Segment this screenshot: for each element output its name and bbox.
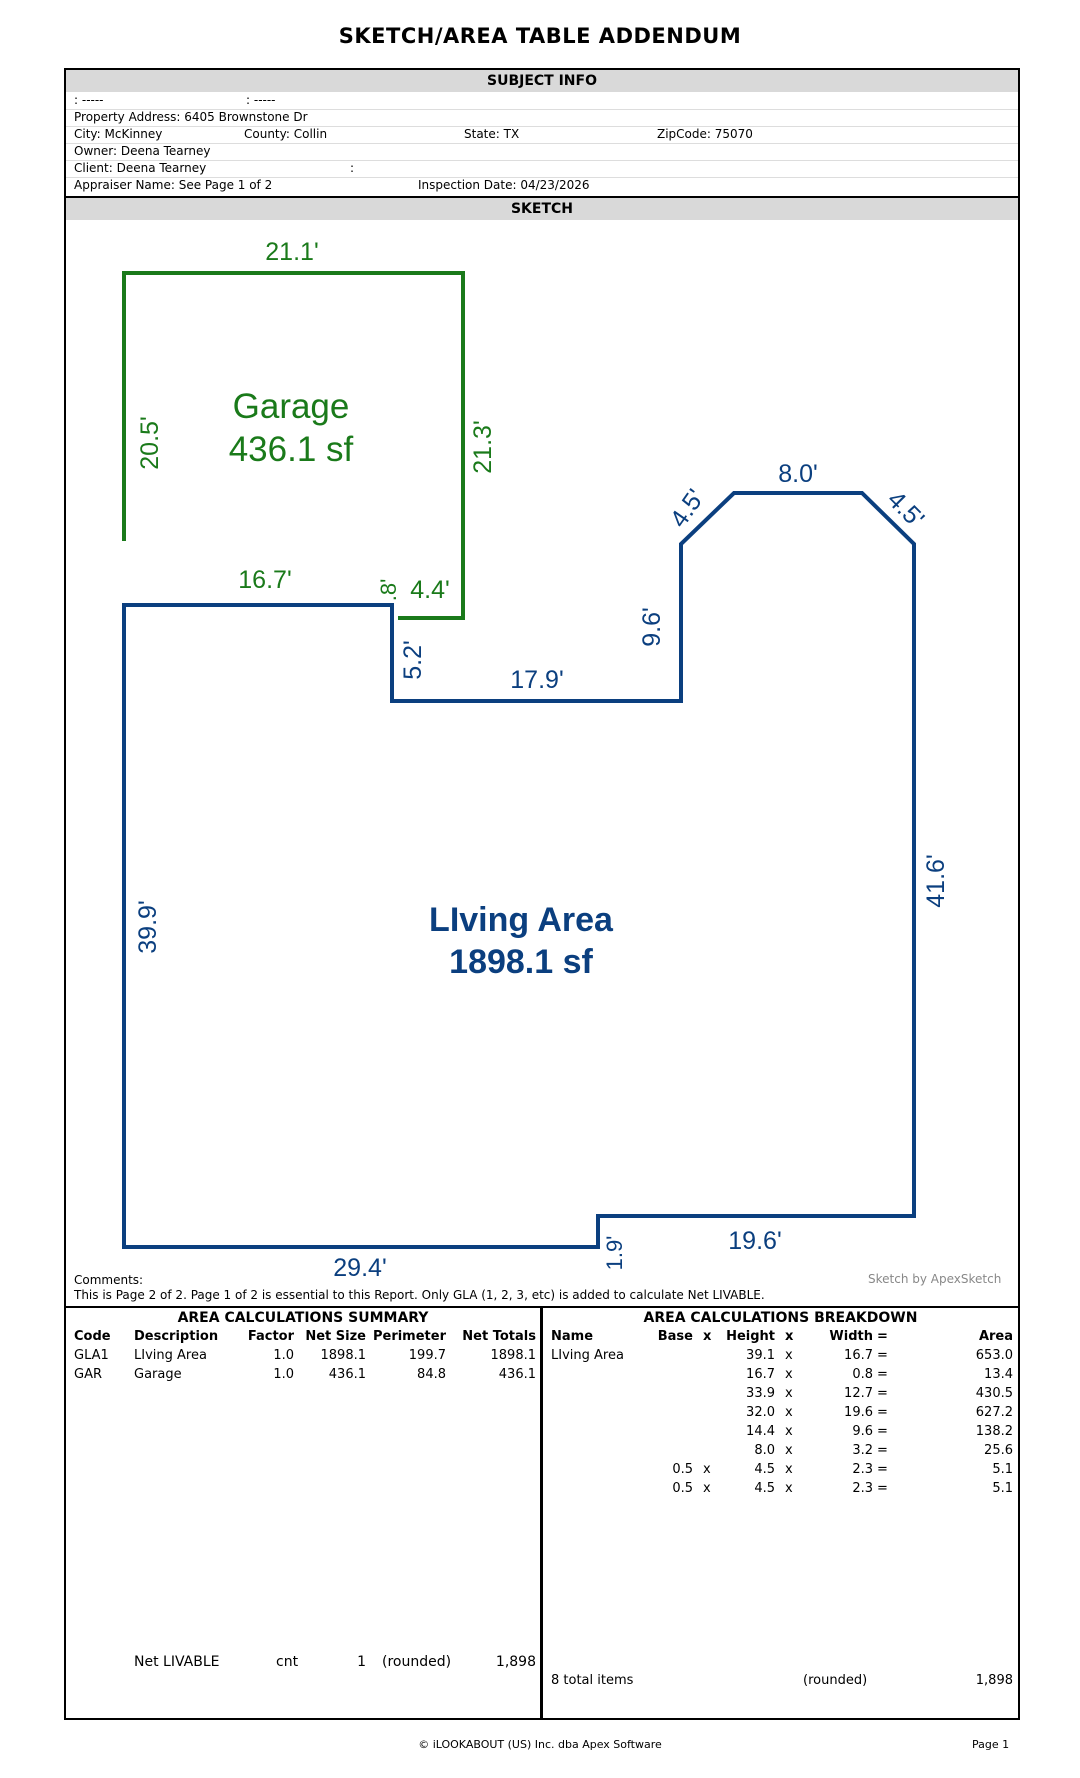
dim-living-9-6: 9.6' [638, 607, 666, 647]
breakdown-width: 2.3 [852, 1481, 873, 1496]
field-blank-1: : ----- [74, 93, 104, 107]
breakdown-total-items: 8 total items [551, 1673, 634, 1688]
summary-header-perimeter: Perimeter [372, 1329, 446, 1344]
breakdown-area: 138.2 [975, 1424, 1013, 1439]
addendum-frame [64, 68, 1020, 1720]
breakdown-area: 653.0 [975, 1348, 1013, 1363]
breakdown-header-base: Base [657, 1329, 693, 1344]
dim-living-41-6: 41.6' [922, 854, 950, 908]
breakdown-area: 25.6 [984, 1443, 1013, 1458]
living-area-outline [124, 493, 914, 1247]
breakdown-header-x: x [785, 1329, 794, 1344]
dim-garage-left: 20.5' [136, 416, 164, 470]
net-livable-label: Net LIVABLE [134, 1654, 220, 1670]
breakdown-equals: = [877, 1462, 888, 1477]
breakdown-height: 4.5 [754, 1481, 775, 1496]
owner: Owner: Deena Tearney [74, 144, 211, 158]
breakdown-area: 5.1 [992, 1462, 1013, 1477]
breakdown-equals: = [877, 1443, 888, 1458]
county: County: Collin [244, 127, 328, 141]
breakdown-area: 627.2 [975, 1405, 1013, 1420]
comments-text: This is Page 2 of 2. Page 1 of 2 is essential to this Report. Only GLA (1, 2, 3, etc) is added to calculate Net LIVABLE. [74, 1288, 765, 1302]
inspection-date: Inspection Date: 04/23/2026 [418, 178, 590, 192]
subject-info-band: SUBJECT INFO [66, 70, 1018, 92]
dim-living-29-4: 29.4' [333, 1254, 387, 1282]
breakdown-width: 19.6 [844, 1405, 873, 1420]
breakdown-height: 14.4 [746, 1424, 775, 1439]
dim-living-19-6: 19.6' [728, 1227, 782, 1255]
dim-living-39-9: 39.9' [134, 900, 162, 954]
state: State: TX [464, 127, 520, 141]
footer-page: Page 1 [972, 1738, 1010, 1751]
breakdown-base: 0.5 [672, 1462, 693, 1477]
breakdown-height: 8.0 [754, 1443, 775, 1458]
breakdown-width: 9.6 [852, 1424, 873, 1439]
garage-label: Garage [232, 387, 350, 426]
breakdown-area: 5.1 [992, 1481, 1013, 1496]
appraiser-name: Appraiser Name: See Page 1 of 2 [74, 178, 273, 192]
apex-credit: Sketch by ApexSketch [868, 1272, 1002, 1286]
breakdown-header-width: Width [829, 1329, 873, 1344]
garage-area: 436.1 sf [228, 430, 354, 469]
breakdown-area: 430.5 [975, 1386, 1013, 1401]
net-livable-rounded: (rounded) [382, 1654, 452, 1670]
breakdown-equals: = [877, 1348, 888, 1363]
breakdown-x1: x [703, 1481, 711, 1496]
breakdown-total: 1,898 [975, 1673, 1013, 1688]
breakdown-base: 0.5 [672, 1481, 693, 1496]
dim-garage-tiny: .8' [376, 578, 401, 602]
summary-net-total: 1898.1 [490, 1348, 536, 1363]
summary-description: LIving Area [134, 1348, 207, 1363]
breakdown-width: 0.8 [852, 1367, 873, 1382]
summary-net-size: 1898.1 [320, 1348, 366, 1363]
dim-garage-small: 4.4' [410, 576, 450, 604]
breakdown-header-height: Height [726, 1329, 775, 1344]
breakdown-header-area: Area [978, 1329, 1013, 1344]
summary-code: GAR [74, 1367, 102, 1382]
breakdown-equals: = [877, 1424, 888, 1439]
summary-header-factor: Factor [247, 1329, 294, 1344]
breakdown-header-name: Name [551, 1329, 594, 1344]
summary-perimeter: 84.8 [417, 1367, 446, 1382]
breakdown-area: 13.4 [984, 1367, 1013, 1382]
client: Client: Deena Tearney [74, 161, 207, 175]
breakdown-x2: x [785, 1443, 793, 1458]
breakdown-height: 4.5 [754, 1462, 775, 1477]
breakdown-x2: x [785, 1405, 793, 1420]
dim-living-5-2: 5.2' [399, 640, 427, 680]
breakdown-height: 32.0 [746, 1405, 775, 1420]
breakdown-x2: x [785, 1386, 793, 1401]
summary-header-net-totals: Net Totals [462, 1329, 536, 1344]
net-livable-cnt: cnt [276, 1654, 299, 1670]
summary-header-code: Code [74, 1329, 111, 1344]
summary-code: GLA1 [74, 1348, 109, 1363]
city: City: McKinney [74, 127, 163, 141]
net-livable-count: 1 [357, 1654, 366, 1670]
breakdown-x2: x [785, 1481, 793, 1496]
comments-label: Comments: [74, 1273, 144, 1287]
breakdown-x1: x [703, 1462, 711, 1477]
breakdown-equals: = [877, 1367, 888, 1382]
breakdown-height: 33.9 [746, 1386, 775, 1401]
breakdown-header-x: x [703, 1329, 712, 1344]
breakdown-height: 39.1 [746, 1348, 775, 1363]
field-blank-2: : ----- [246, 93, 276, 107]
breakdown-x2: x [785, 1367, 793, 1382]
breakdown-header-equals: = [877, 1329, 888, 1344]
breakdown-width: 2.3 [852, 1462, 873, 1477]
dim-living-4-5-right: 4.5' [881, 485, 930, 534]
dim-living-17-9: 17.9' [510, 666, 564, 694]
zip-code: ZipCode: 75070 [657, 127, 753, 141]
dim-living-4-5-left: 4.5' [664, 484, 711, 533]
breakdown-height: 16.7 [746, 1367, 775, 1382]
footer-copyright: © iLOOKABOUT (US) Inc. dba Apex Software [418, 1738, 662, 1751]
living-area-label: LIving Area [429, 901, 613, 939]
dim-garage-bottom: 16.7' [238, 566, 292, 594]
summary-net-size: 436.1 [328, 1367, 366, 1382]
breakdown-width: 12.7 [844, 1386, 873, 1401]
breakdown-x2: x [785, 1348, 793, 1363]
summary-perimeter: 199.7 [408, 1348, 446, 1363]
net-livable-total: 1,898 [495, 1654, 536, 1670]
summary-title: AREA CALCULATIONS SUMMARY [177, 1310, 429, 1326]
breakdown-equals: = [877, 1405, 888, 1420]
summary-header-net-size: Net Size [305, 1329, 366, 1344]
living-area-size: 1898.1 sf [449, 943, 593, 981]
breakdown-total-rounded: (rounded) [803, 1673, 868, 1688]
breakdown-equals: = [877, 1386, 888, 1401]
breakdown-equals: = [877, 1481, 888, 1496]
table-divider [540, 1306, 543, 1718]
summary-header-description: Description [134, 1329, 219, 1344]
summary-description: Garage [134, 1367, 182, 1382]
dim-living-1-9: 1.9' [602, 1235, 627, 1271]
breakdown-width: 16.7 [844, 1348, 873, 1363]
summary-factor: 1.0 [273, 1348, 294, 1363]
breakdown-x2: x [785, 1462, 793, 1477]
summary-net-total: 436.1 [498, 1367, 536, 1382]
page-title: SKETCH/AREA TABLE ADDENDUM [338, 24, 742, 48]
breakdown-name: LIving Area [551, 1348, 624, 1363]
breakdown-width: 3.2 [852, 1443, 873, 1458]
client-colon: : [350, 161, 355, 175]
property-address: Property Address: 6405 Brownstone Dr [74, 110, 308, 124]
dim-garage-right: 21.3' [469, 420, 497, 474]
dim-garage-top: 21.1' [265, 238, 319, 266]
dim-living-8-0: 8.0' [778, 460, 818, 488]
sketch-band: SKETCH [66, 198, 1018, 220]
breakdown-x2: x [785, 1424, 793, 1439]
breakdown-title: AREA CALCULATIONS BREAKDOWN [643, 1310, 918, 1326]
summary-factor: 1.0 [273, 1367, 294, 1382]
